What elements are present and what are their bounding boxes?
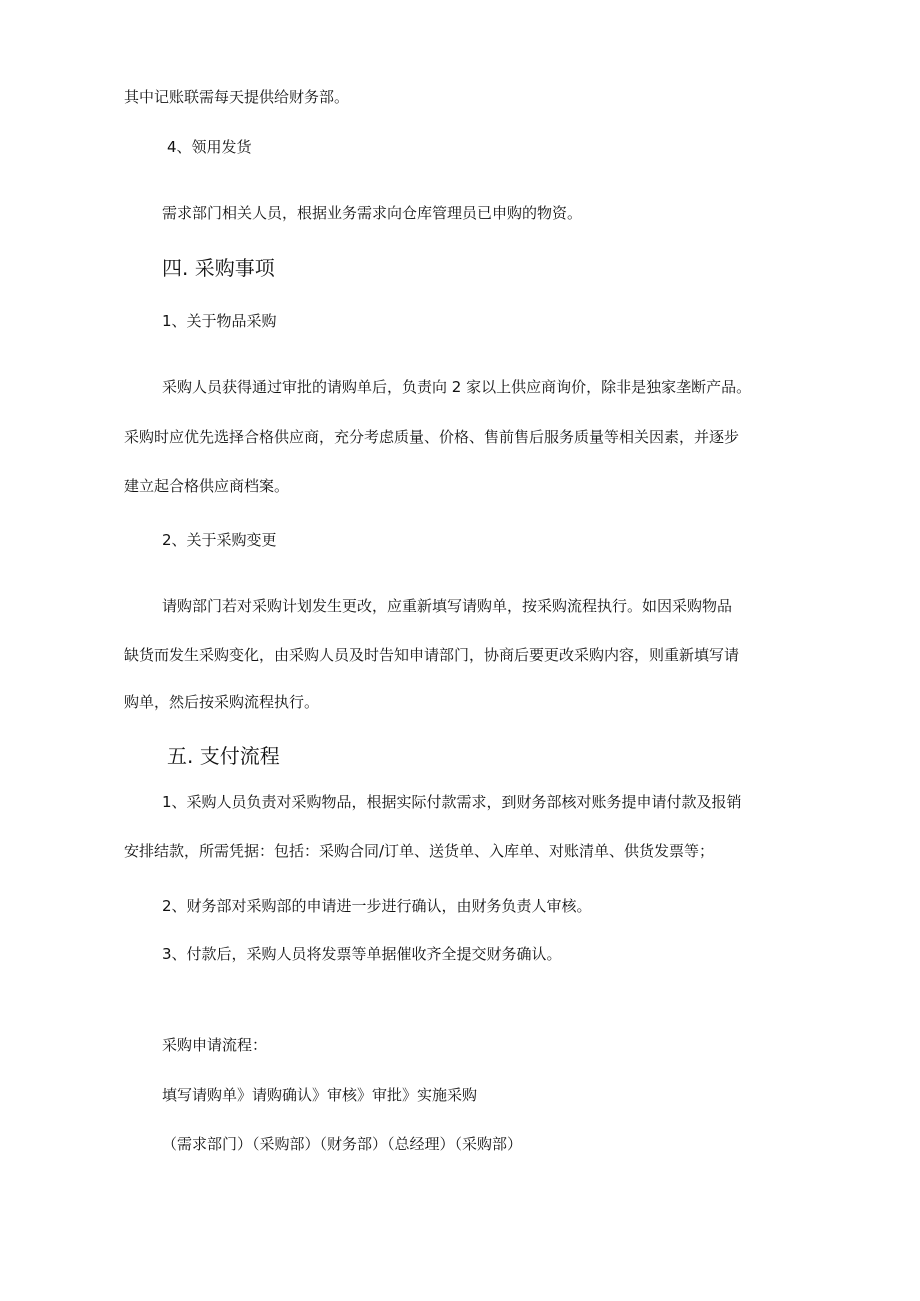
section-heading-payment: 五. 支付流程 bbox=[167, 744, 280, 768]
paragraph-line: 请购部门若对采购计划发生更改，应重新填写请购单，按采购流程执行。如因采购物品 bbox=[162, 597, 733, 615]
subheading-item-procurement: 1、关于物品采购 bbox=[162, 312, 277, 330]
paragraph-line: 建立起合格供应商档案。 bbox=[124, 477, 290, 495]
paragraph-line: 需求部门相关人员，根据业务需求向仓库管理员已申购的物资。 bbox=[162, 204, 583, 222]
subheading-receive-ship: 4、领用发货 bbox=[167, 138, 252, 156]
flow-title: 采购申请流程： bbox=[162, 1036, 268, 1054]
section-heading-procurement: 四. 采购事项 bbox=[162, 256, 275, 280]
flow-steps: 填写请购单》请购确认》审核》审批》实施采购 bbox=[162, 1086, 478, 1104]
paragraph-line: 采购时应优先选择合格供应商，充分考虑质量、价格、售前售后服务质量等相关因素，并逐步 bbox=[124, 428, 740, 446]
subheading-procurement-change: 2、关于采购变更 bbox=[162, 531, 277, 549]
paragraph-line: 缺货而发生采购变化，由采购人员及时告知申请部门，协商后要更改采购内容，则重新填写请 bbox=[124, 646, 740, 664]
paragraph-line: 采购人员获得通过审批的请购单后，负责向 2 家以上供应商询价，除非是独家垄断产品。 bbox=[162, 378, 752, 396]
paragraph-line: 购单，然后按采购流程执行。 bbox=[124, 693, 320, 711]
paragraph-line: 1、采购人员负责对采购物品，根据实际付款需求，到财务部核对账务提申请付款及报销 bbox=[162, 793, 742, 811]
paragraph-line: 其中记账联需每天提供给财务部。 bbox=[124, 88, 350, 106]
paragraph-line: 安排结款，所需凭据：包括：采购合同/订单、送货单、入库单、对账清单、供货发票等； bbox=[124, 842, 715, 860]
paragraph-line: 2、财务部对采购部的申请进一步进行确认，由财务负责人审核。 bbox=[162, 897, 592, 915]
flow-departments: （需求部门）（采购部）（财务部）（总经理）（采购部） bbox=[162, 1135, 523, 1153]
paragraph-line: 3、付款后，采购人员将发票等单据催收齐全提交财务确认。 bbox=[162, 945, 562, 963]
